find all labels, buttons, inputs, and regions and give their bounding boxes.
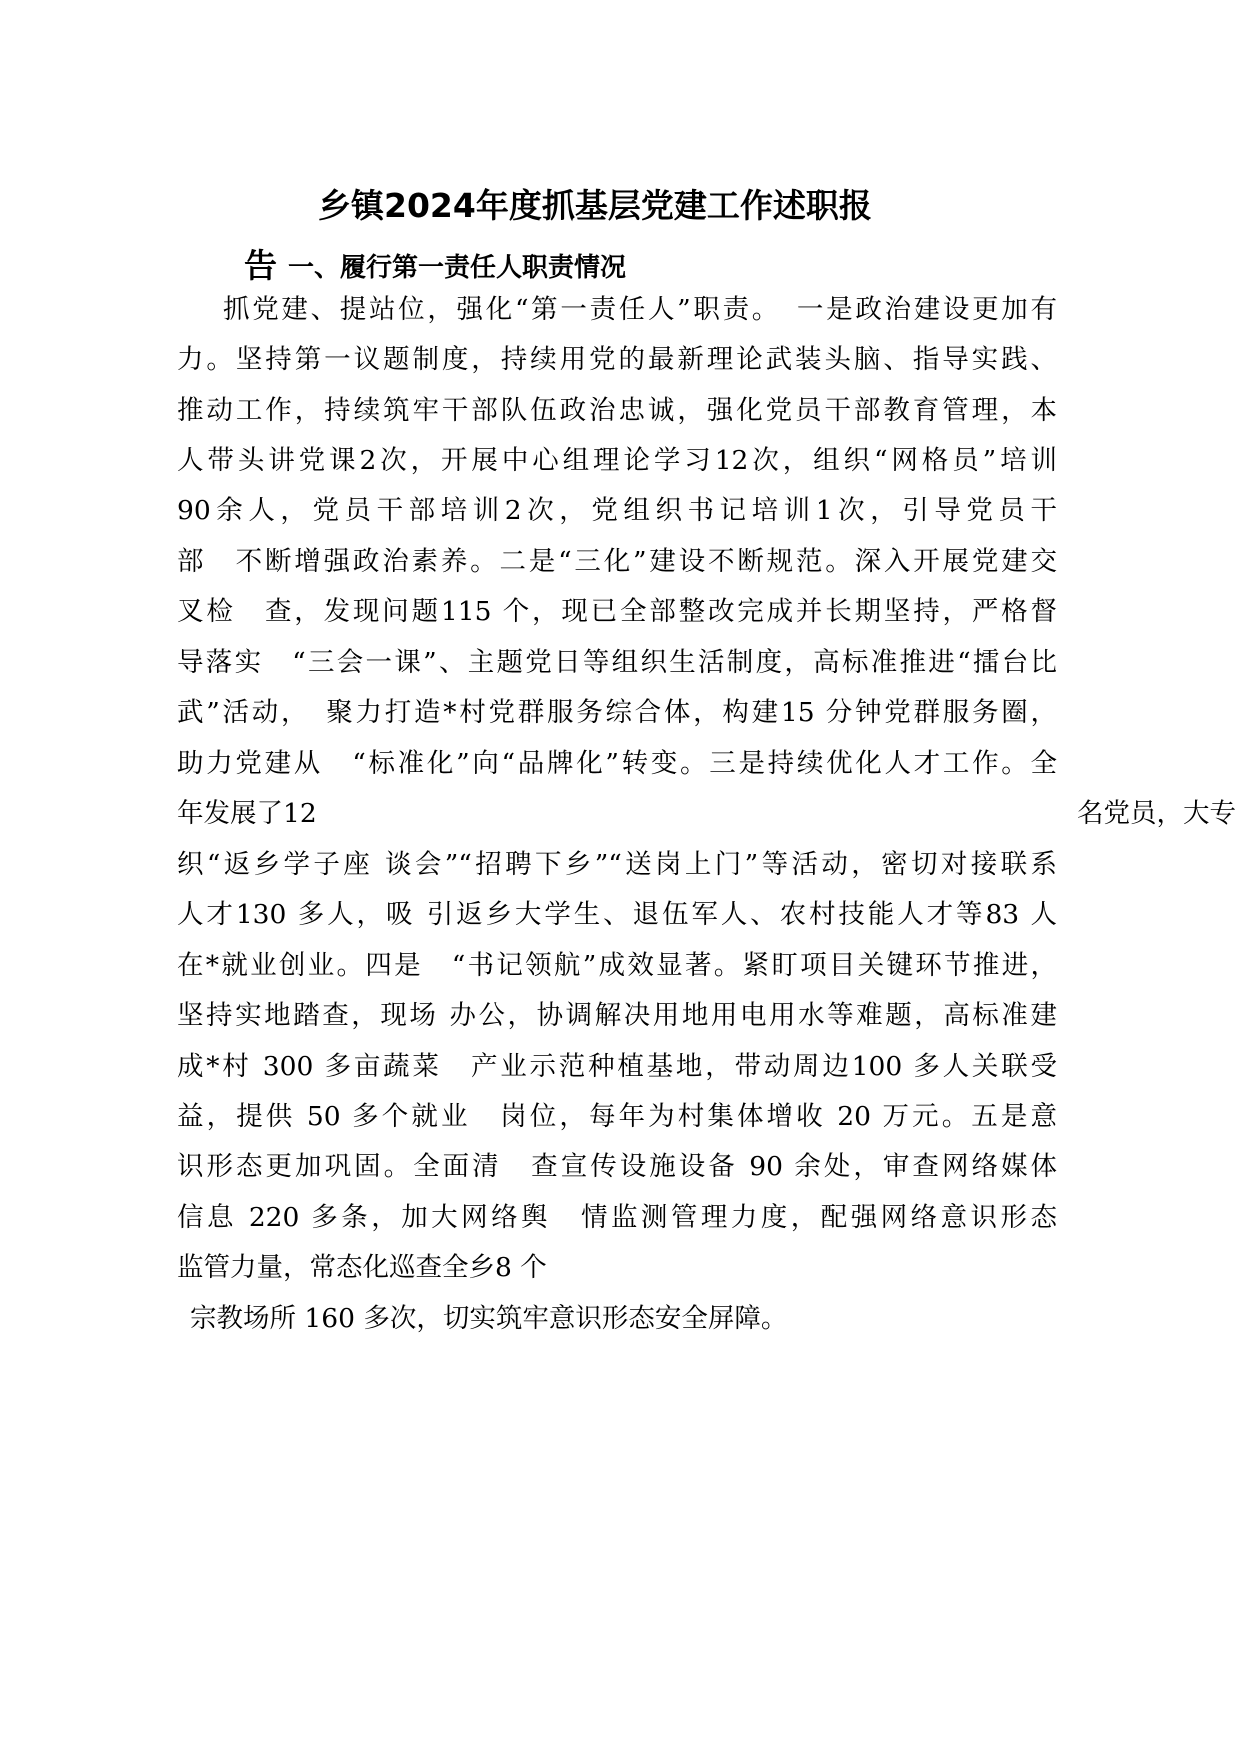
body-line: 90余人，党员干部培训2次，党组织书记培训1次，引导党员干 — [177, 495, 1057, 526]
body-line-overflow-fragment: 名党员，大专 — [1077, 798, 1236, 829]
body-line: 信息 220 多条，加大网络舆 情监测管理力度，配强网络意识形态 — [177, 1202, 1057, 1233]
body-line: 部 不断增强政治素养。二是“三化”建设不断规范。深入开展党建交 — [177, 546, 1057, 577]
body-line: 坚持实地踏查，现场 办公，协调解决用地用电用水等难题，高标准建 — [177, 1000, 1057, 1031]
body-line: 力。坚持第一议题制度，持续用党的最新理论武装头脑、指导实践、 — [177, 344, 1057, 375]
document-title: 乡镇2024年度抓基层党建工作述职报 — [318, 186, 872, 225]
body-line: 在*就业创业。四是 “书记领航”成效显著。紧盯项目关键环节推进， — [177, 950, 1057, 981]
body-line: 抓党建、提站位，强化“第一责任人”职责。 一是政治建设更加有 — [223, 294, 1057, 325]
body-line: 年发展了12 — [177, 798, 317, 829]
body-line: 导落实 “三会一课”、主题党日等组织生活制度，高标准推进“擂台比 — [177, 647, 1057, 678]
body-line: 益，提供 50 多个就业 岗位，每年为村集体增收 20 万元。五是意 — [177, 1101, 1057, 1132]
body-line: 识形态更加巩固。全面清 查宣传设施设备 90 余处，审查网络媒体 — [177, 1151, 1057, 1182]
body-line: 人才130 多人，吸 引返乡大学生、退伍军人、农村技能人才等83 人 — [177, 899, 1057, 930]
body-line: 叉检 查，发现问题115 个，现已全部整改完成并长期坚持，严格督 — [177, 596, 1057, 627]
body-line: 织“返乡学子座 谈会”“招聘下乡”“送岗上门”等活动，密切对接联系 — [177, 849, 1057, 880]
body-line: 成*村 300 多亩蔬菜 产业示范种植基地，带动周边100 多人关联受 — [177, 1051, 1057, 1082]
body-line: 人带头讲党课2次，开展中心组理论学习12次，组织“网格员”培训 — [177, 445, 1057, 476]
body-line: 推动工作，持续筑牢干部队伍政治忠诚，强化党员干部教育管理，本 — [177, 395, 1057, 426]
section-heading: 一、履行第一责任人职责情况 — [288, 253, 627, 283]
document-title-continuation: 告 — [244, 246, 277, 285]
body-line: 助力党建从 “标准化”向“品牌化”转变。三是持续优化人才工作。全 — [177, 748, 1057, 779]
body-line: 宗教场所 160 多次，切实筑牢意识形态安全屏障。 — [190, 1303, 788, 1334]
body-line: 武”活动， 聚力打造*村党群服务综合体，构建15 分钟党群服务圈， — [177, 697, 1057, 728]
body-line: 监管力量，常态化巡查全乡8 个 — [177, 1252, 547, 1283]
